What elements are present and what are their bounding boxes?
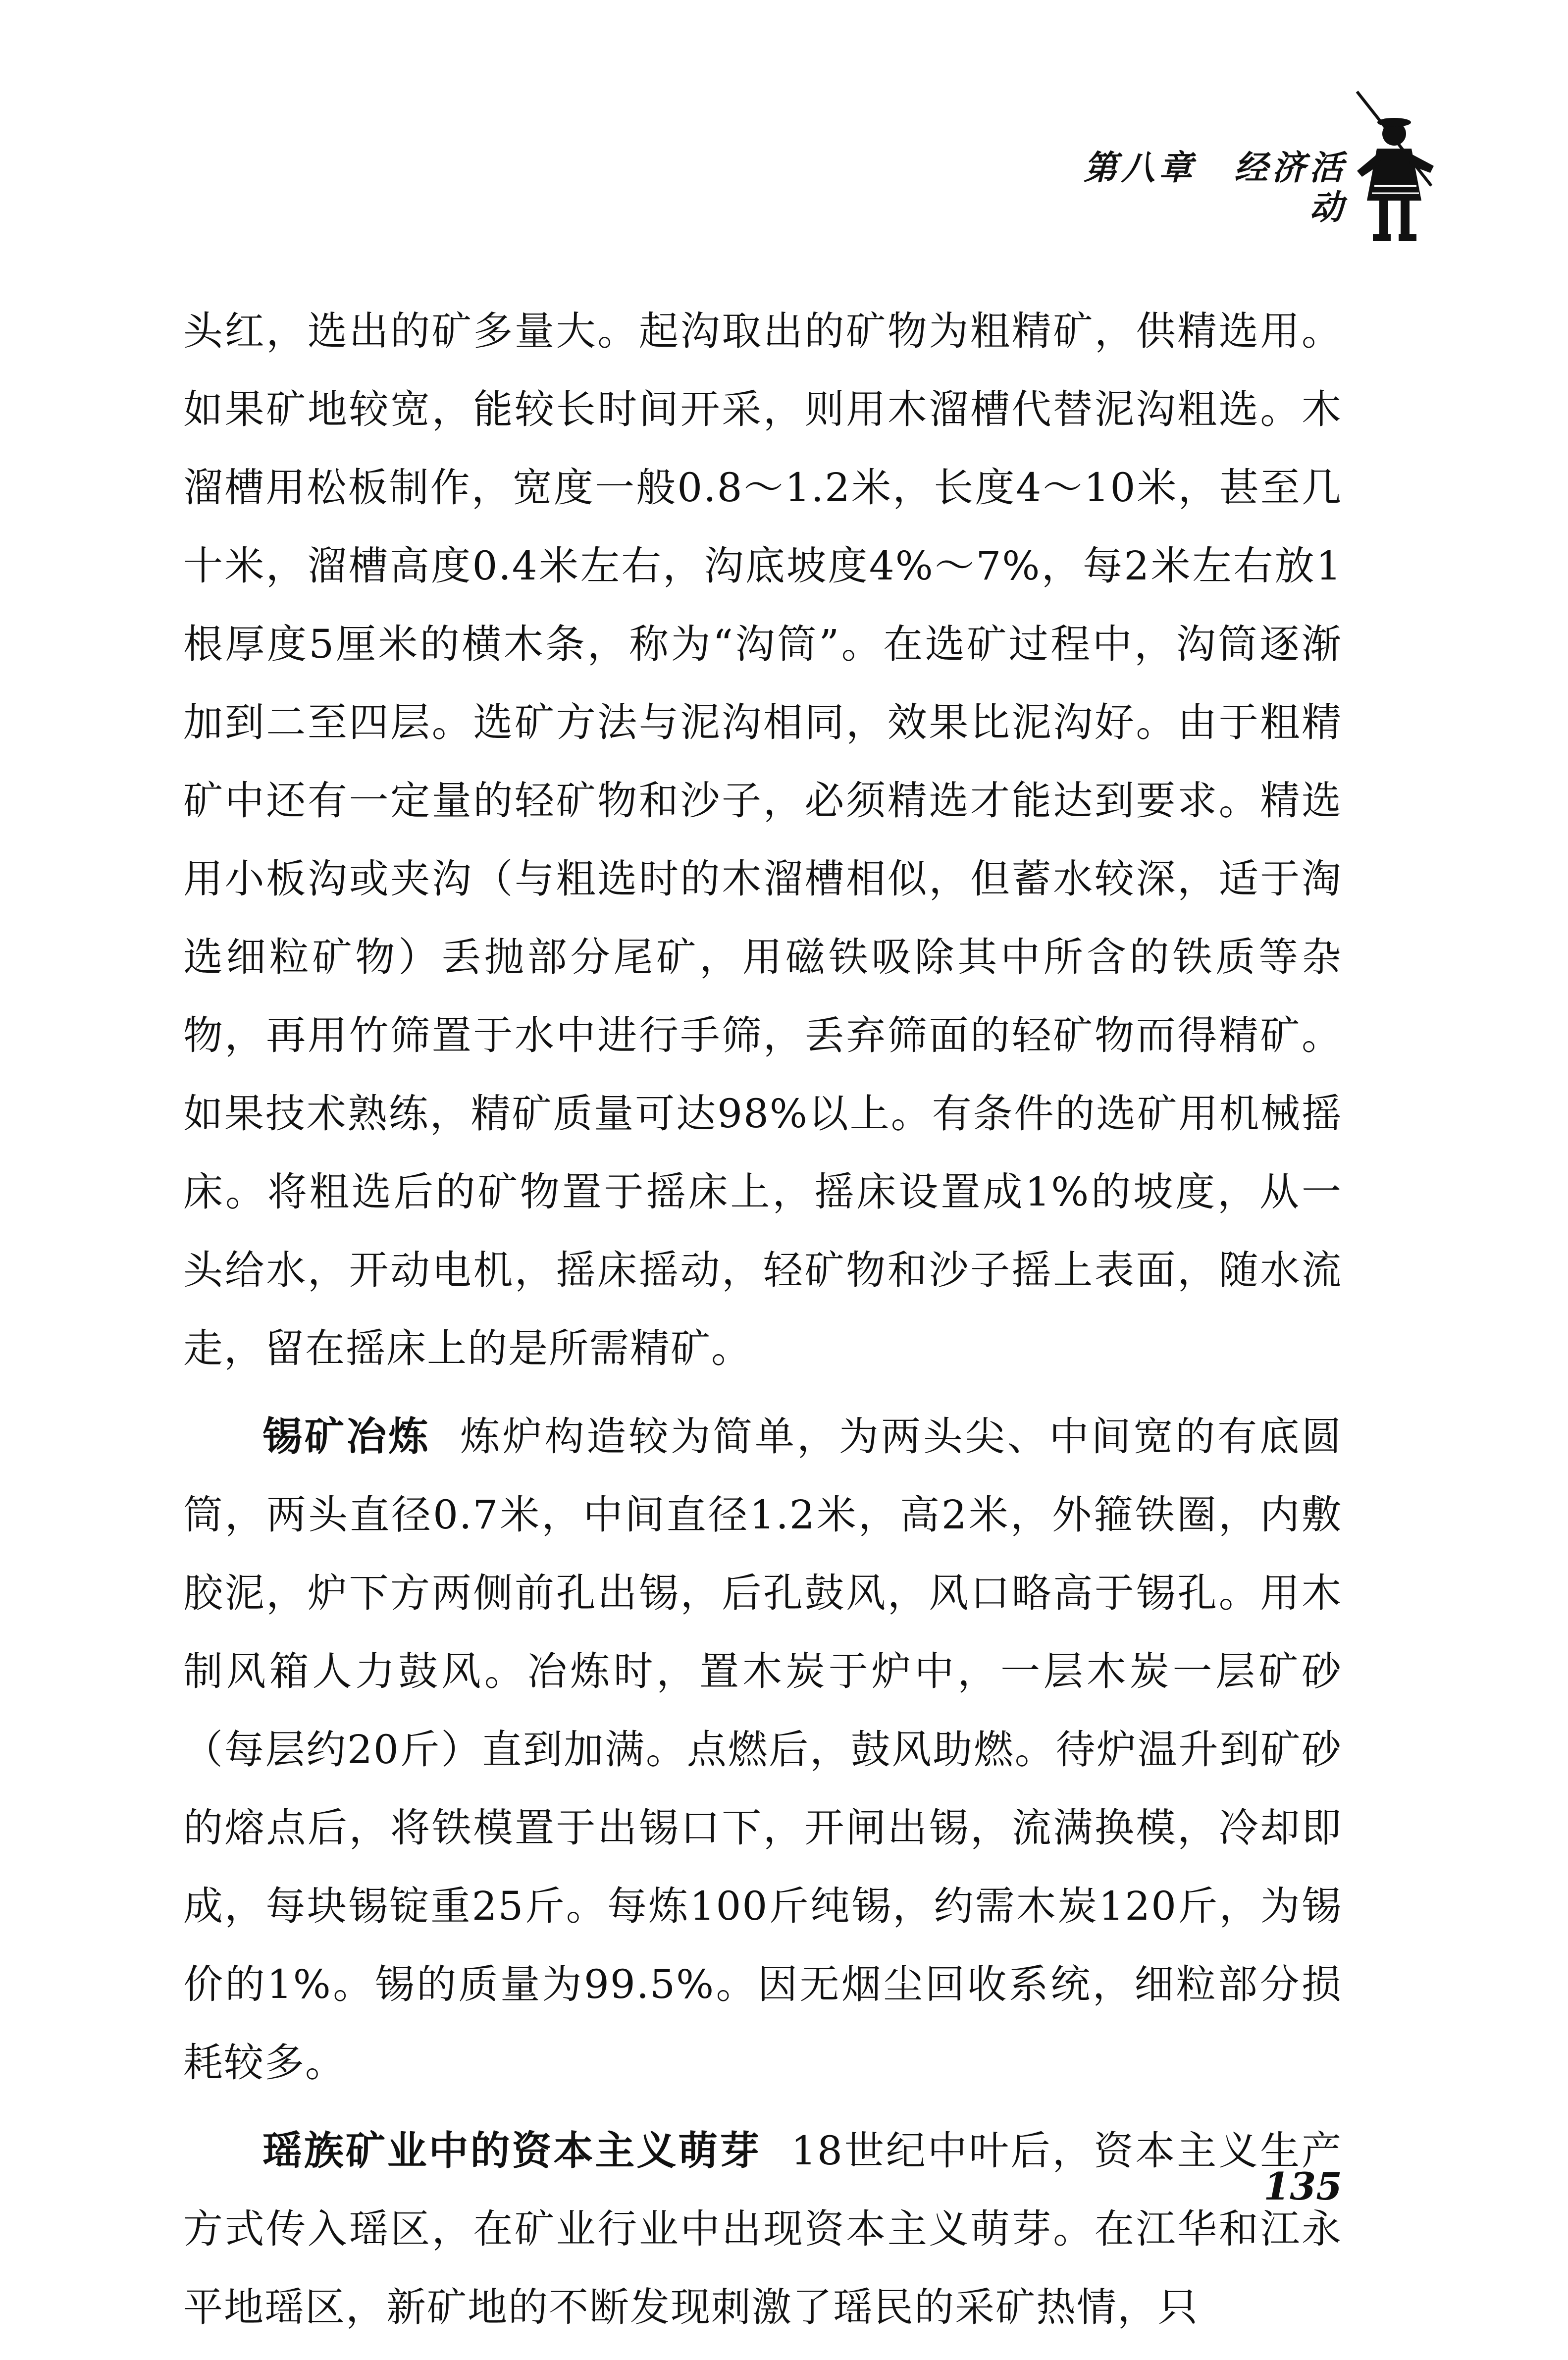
running-head: 第八章 经济活动	[1083, 149, 1347, 227]
paragraph-tin-smelting	[183, 1398, 1342, 2102]
warrior-figure-icon	[1347, 87, 1446, 250]
section-heading-tin-smelting: 锡矿冶炼	[262, 1414, 431, 1460]
body-text	[183, 292, 1342, 2347]
page-number: 135	[1263, 2164, 1342, 2208]
paragraph-capitalism-sprouts-text: 18世纪中叶后，资本主义生产方式传入瑶区，在矿业行业中出现资本主义萌芽。在江华和江永平地瑶区，新矿地的不断发现刺激了瑶民的采矿热情，只	[183, 2128, 1343, 2330]
paragraph-ore-dressing: 头红，选出的矿多量大。起沟取出的矿物为粗精矿，供精选用。如果矿地较宽，能较长时间开采，则用木溜槽代替泥沟粗选。木溜槽用松板制作，宽度一般0.8～1.2米，长度4～10米，甚至几十米，溜槽高度0.4米左右，沟底坡度4%～7%，每2米左右放1根厚度5厘米的横木条，称为“沟筒”。在选矿过程中，沟筒逐渐加到二至四层。选矿方法与泥沟相同，效果比泥沟好。由于粗精矿中还有一定量的轻矿物和沙子，必须精选才能达到要求。精选用小板沟或夹沟（与粗选时的木溜槽相似，但蓄水较深，适于淘选细粒矿物）丢抛部分尾矿，用磁铁吸除其中所含的铁质等杂物，再用竹筛置于水中进行手筛，丢弃筛面的轻矿物而得精矿。如果技术熟练，精矿质量可达98%以上。有条件的选矿用机械摇床。将粗选后的矿物置于摇床上，摇床设置成1%的坡度，从一头给水，开动电机，摇床摇动，轻矿物和沙子摇上表面，随水流走，留在摇床上的是所需精矿。	[183, 308, 1342, 1371]
section-heading-capitalism-sprouts: 瑶族矿业中的资本主义萌芽	[262, 2128, 762, 2174]
paragraph-capitalism-sprouts	[183, 2112, 1342, 2347]
paragraph-tin-smelting-text: 炼炉构造较为简单，为两头尖、中间宽的有底圆筒，两头直径0.7米，中间直径1.2米，高2米，外箍铁圈，内敷胶泥，炉下方两侧前孔出锡，后孔鼓风，风口略高于锡孔。用木制风箱人力鼓风。冶炼时，置木炭于炉中，一层木炭一层矿砂（每层约20斤）直到加满。点燃后，鼓风助燃。待炉温升到矿砂的熔点后，将铁模置于出锡口下，开闸出锡，流满换模，冷却即成，每块锡锭重25斤。每炼100斤纯锡，约需木炭120斤，为锡价的1%。锡的质量为99.5%。因无烟尘回收系统，细粒部分损耗较多。	[183, 1414, 1343, 2086]
